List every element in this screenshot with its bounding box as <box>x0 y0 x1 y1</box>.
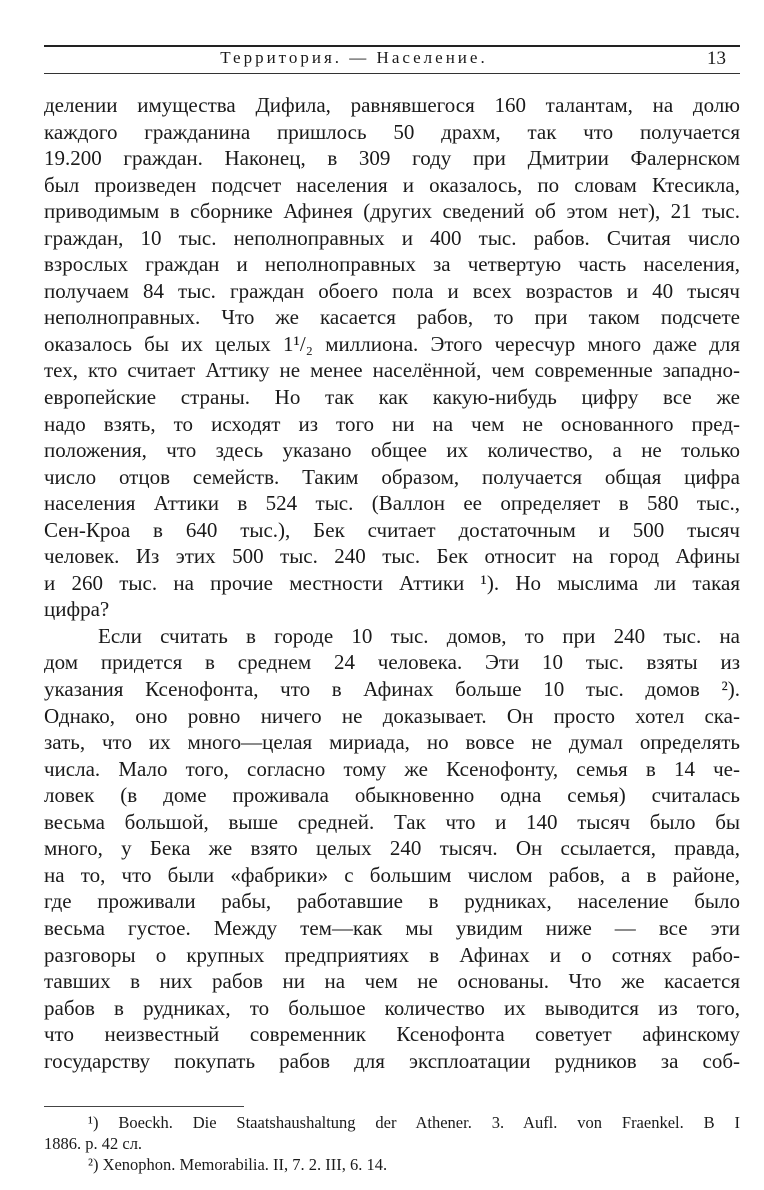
text-line: тех, кто считает Аттику не менее населённой, чем современные западно- <box>44 358 740 383</box>
text-line-paragraph-start: Если считать в городе 10 тыс. домов, то при 240 тыс. на <box>98 623 740 648</box>
text-line: взрослых граждан и неполноправных за четвертую часть населения, <box>44 252 740 277</box>
text-line: указания Ксенофонта, что в Афинах больше 10 тыс. домов ²). <box>44 677 740 702</box>
text-line: приводимым в сборнике Афинея (других сведений об этом нет), 21 тыс. <box>44 199 740 224</box>
text-line: населения Аттики в 524 тыс. (Валлон ее определяет в 580 тыс., <box>44 491 740 516</box>
text-line: надо взять, то исходят из того ни на чем не основанного пред- <box>44 411 740 436</box>
footnote-1: ¹) Boeckh. Die Staatshaushaltung der Athener. 3. Aufl. von Fraenkel. B I <box>88 1113 740 1132</box>
text-line: ловек (в доме проживала обыкновенно одна семья) считалась <box>44 783 740 808</box>
text-line: число отцов семейств. Таким образом, получается общая цифра <box>44 464 740 489</box>
footnote-2: ²) Xenophon. Memorabilia. II, 7. 2. III, 6. 14. <box>88 1155 388 1174</box>
text-line: делении имущества Дифила, равнявшегося 160 талантам, на долю <box>44 93 740 117</box>
page-header <box>44 48 740 72</box>
top-rule <box>44 45 740 47</box>
text-line: был произведен подсчет населения и оказалось, по словам Ктесикла, <box>44 172 740 197</box>
header-rule <box>44 73 740 74</box>
text-line: европейские страны. Но так как какую-нибудь цифру все же <box>44 385 740 410</box>
text-line-paragraph-end: цифра? <box>44 597 110 622</box>
page-number: 13 <box>707 48 726 69</box>
text-line: и 260 тыс. на прочие местности Аттики ¹). Но мыслима ли такая <box>44 570 740 595</box>
text-line: тавших в них рабов ни на чем не основаны. Что же касается <box>44 969 740 994</box>
text-line: Сен-Кроа в 640 тыс.), Бек считает достаточным и 500 тысяч <box>44 517 740 542</box>
footnote-rule <box>44 1106 244 1107</box>
text-line: весьма густое. Между тем—как мы увидим ниже — все эти <box>44 915 740 940</box>
text-line: что неизвестный современник Ксенофонта советует афинскому <box>44 1022 740 1047</box>
text-line: получаем 84 тыс. граждан обоего пола и всех возрастов и 40 тысяч <box>44 278 740 303</box>
footnotes <box>44 1112 740 1175</box>
text-line: граждан, 10 тыс. неполноправных и 400 тыс. рабов. Считая число <box>44 225 740 250</box>
body-text <box>44 92 740 1074</box>
running-head: Территория. — Население. <box>220 48 488 67</box>
text-line: человек. Из этих 500 тыс. 240 тыс. Бек относит на город Афины <box>44 544 740 569</box>
text-line: числа. Мало того, согласно тому же Ксенофонту, семья в 14 че- <box>44 756 740 781</box>
footnote-1-continuation: 1886. p. 42 сл. <box>44 1134 143 1153</box>
text-line: Однако, оно ровно ничего не доказывает. Он просто хотел ска- <box>44 703 740 728</box>
text-line: весьма большой, выше средней. Так что и 140 тысяч было бы <box>44 809 740 834</box>
text-line: рабов в рудниках, то большое количество их выводится из того, <box>44 995 740 1020</box>
text-line: дом придется в среднем 24 человека. Эти 10 тыс. взяты из <box>44 650 740 675</box>
text-line: много, у Бека же взято целых 240 тысяч. Он ссылается, правда, <box>44 836 740 861</box>
text-line: 19.200 граждан. Наконец, в 309 году при Дмитрии Фалернском <box>44 146 740 171</box>
text-line: неполноправных. Что же касается рабов, то при таком подсчете <box>44 305 740 330</box>
text-line: положения, что здесь указано общее их количество, а не только <box>44 438 740 463</box>
text-line: разговоры о крупных предприятиях в Афинах и о сотнях рабо- <box>44 942 740 967</box>
text-line: зать, что их много—целая мириада, но вовсе не думал определять <box>44 730 740 755</box>
text-line: оказалось бы их целых 1¹/₂ миллиона. Этого чересчур много даже для <box>44 331 740 356</box>
text-line: где проживали рабы, работавшие в рудниках, население было <box>44 889 740 914</box>
text-line: государству покупать рабов для эксплоатации рудников за соб- <box>44 1048 740 1073</box>
text-line: на то, что были «фабрики» с большим числом рабов, а в районе, <box>44 862 740 887</box>
text-line: каждого гражданина пришлось 50 драхм, так что получается <box>44 119 740 144</box>
